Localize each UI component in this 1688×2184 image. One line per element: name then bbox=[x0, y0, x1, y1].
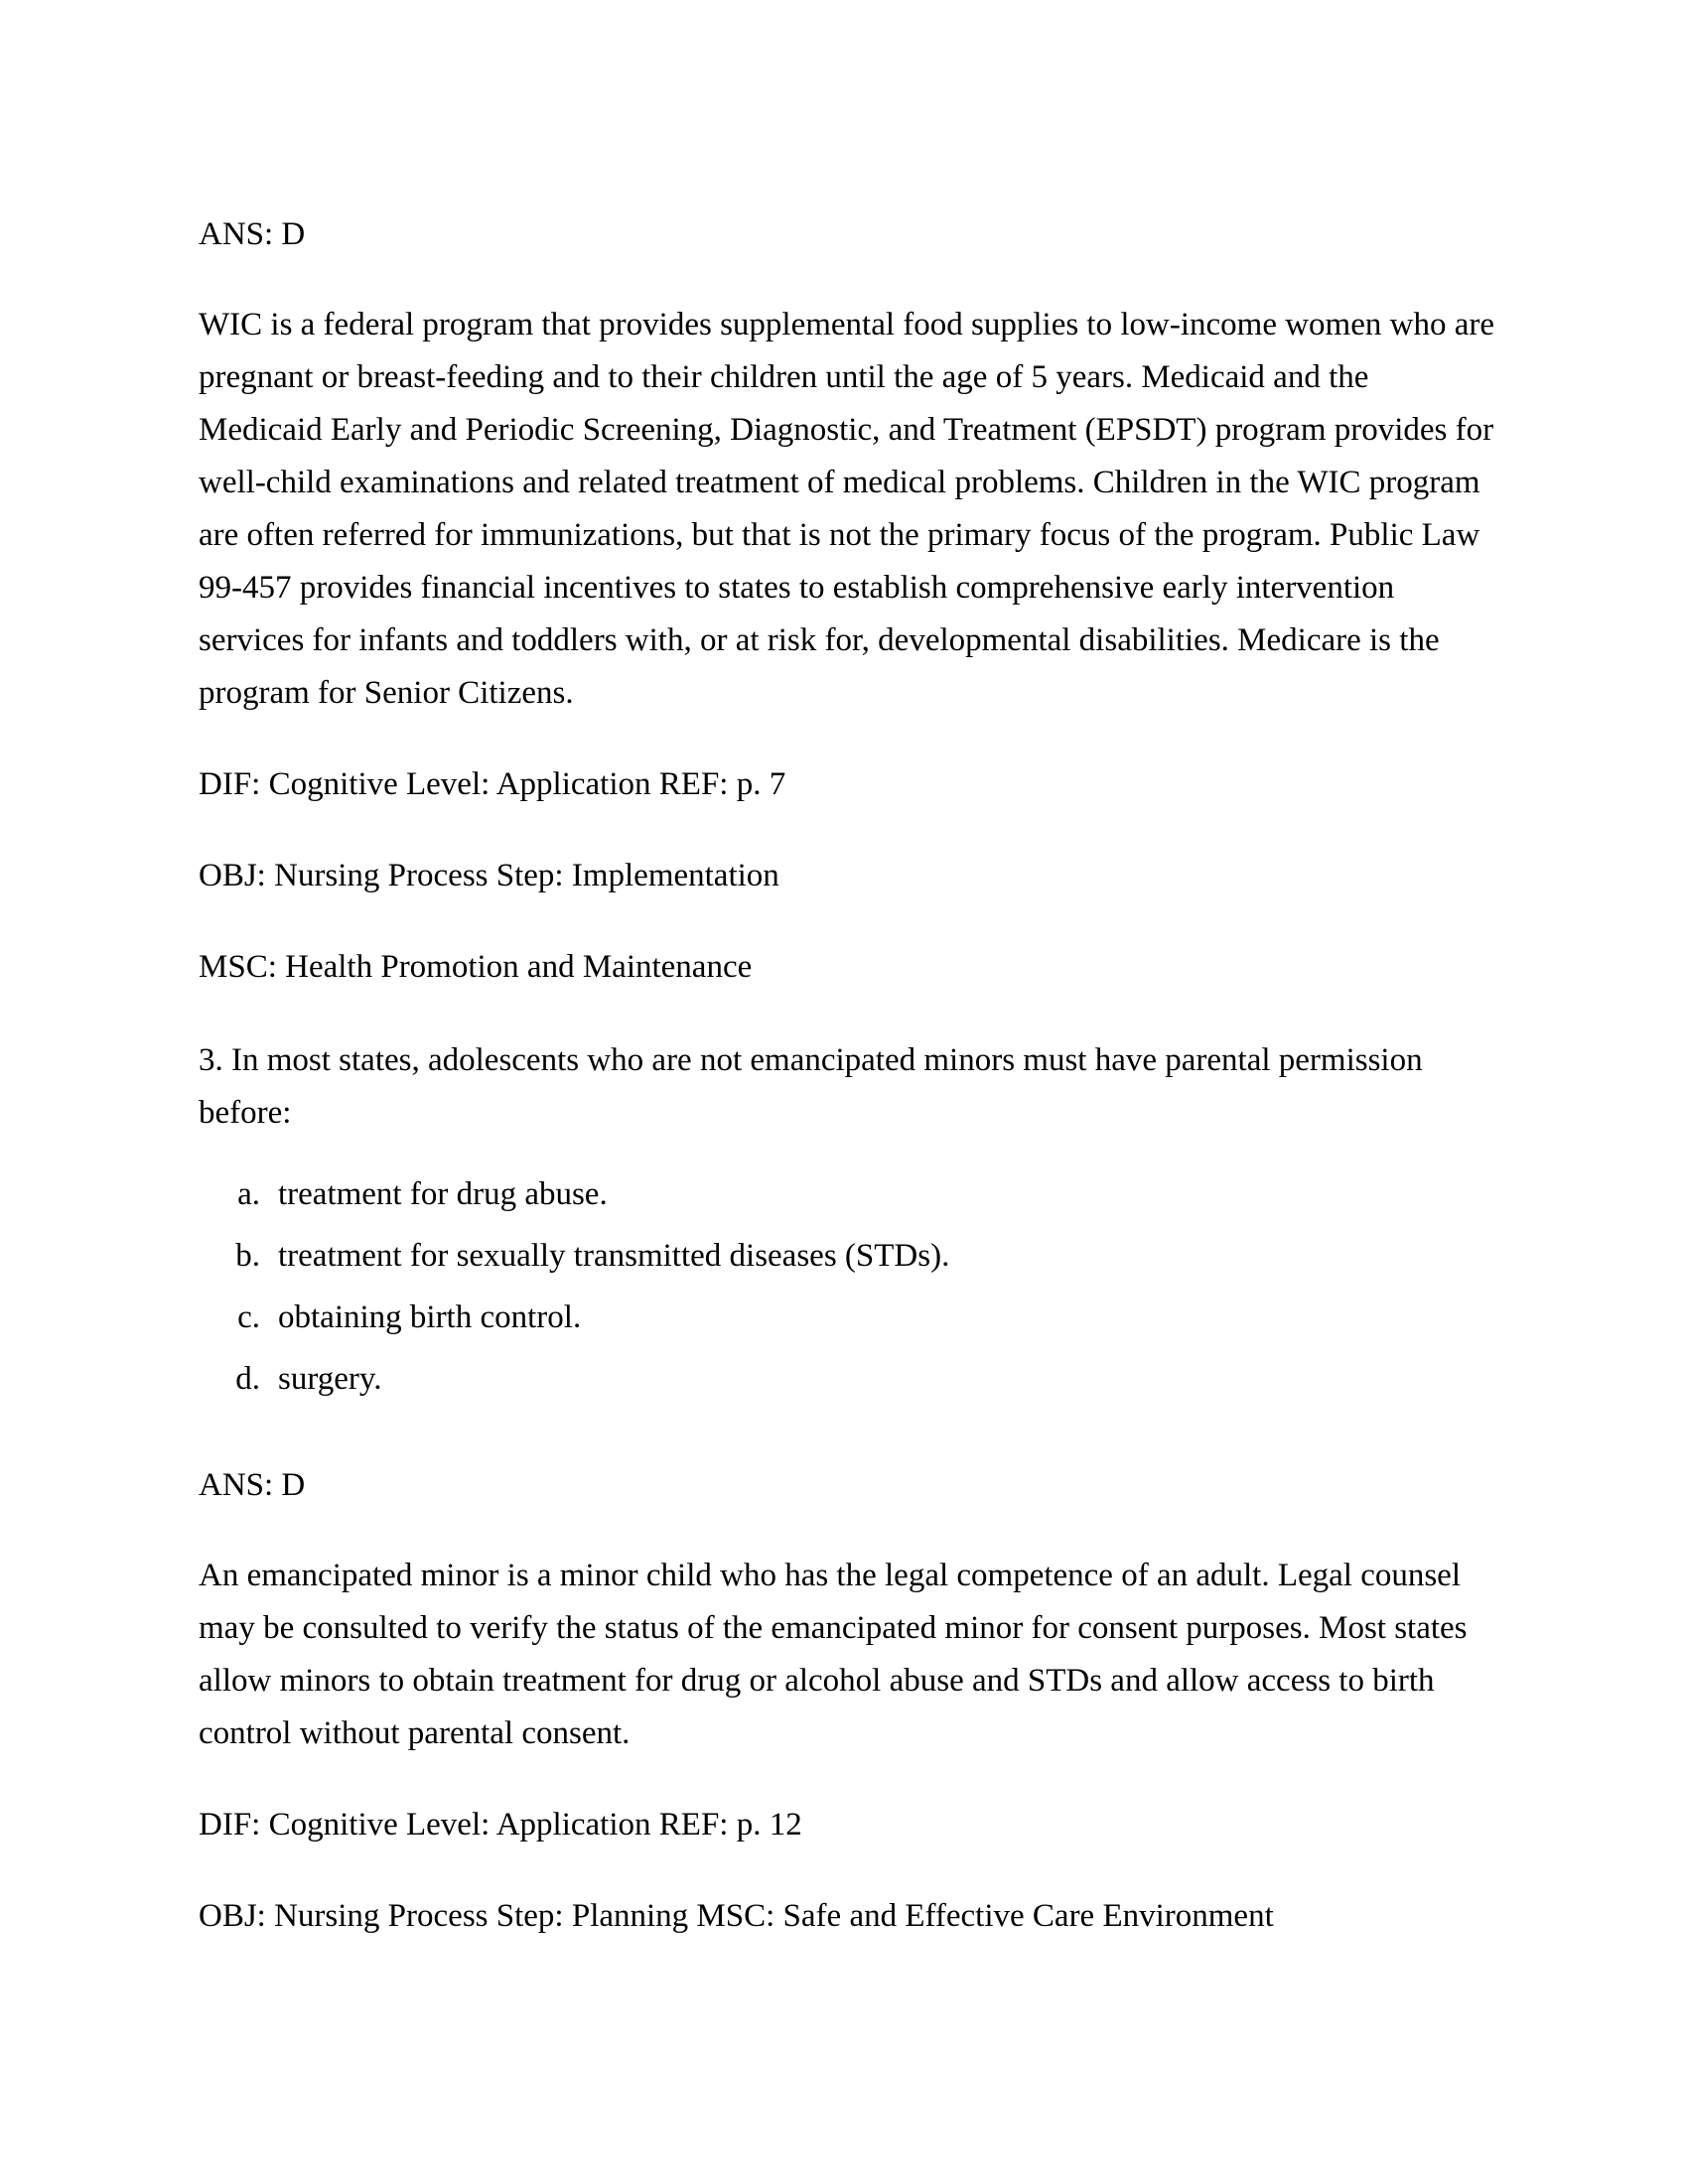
option-text: obtaining birth control. bbox=[278, 1298, 582, 1335]
rationale-paragraph: WIC is a federal program that provides supplemental food supplies to low-income women who are pregnant or breast-feeding and to their children until the age of 5 years. Medicaid and the Medicaid Early and Periodic Screening, Diagnostic, and Treatment (EPSDT) program provides for well-child examinations and related treatment of medical problems. Children in the WIC program are often referred for immunizations, but that is not the primary focus of the program. Public Law 99-457 provides financial incentives to states to establish comprehensive early intervention services for infants and toddlers with, or at risk for, developmental disabilities. Medicare is the program for Senior Citizens. bbox=[199, 307, 1494, 711]
objective-line: OBJ: Nursing Process Step: Implementation bbox=[199, 858, 779, 893]
rationale-paragraph-2: An emancipated minor is a minor child who has the legal competence of an adult. Legal counsel may be consulted to verify the status of the emancipated minor for consent purposes. Most states allow minors to obtain treatment for drug or alcohol abuse and STDs and allow access to birth control without parental consent. bbox=[199, 1558, 1468, 1751]
option-text: treatment for drug abuse. bbox=[278, 1175, 608, 1212]
option-text: surgery. bbox=[278, 1360, 382, 1397]
option-text: treatment for sexually transmitted diseases (STDs). bbox=[278, 1237, 950, 1274]
option-d bbox=[199, 1348, 1499, 1410]
answer-line: ANS: D bbox=[199, 216, 306, 252]
answer-options bbox=[199, 1163, 1499, 1410]
question-stem: 3. In most states, adolescents who are not emancipated minors must have parental permission before: bbox=[199, 1042, 1423, 1131]
objective-msc-line: OBJ: Nursing Process Step: Planning MSC: Safe and Effective Care Environment bbox=[199, 1898, 1274, 1934]
answer-line-2: ANS: D bbox=[199, 1467, 306, 1503]
option-c bbox=[199, 1287, 1499, 1348]
document-content bbox=[199, 208, 1499, 1943]
option-b bbox=[199, 1225, 1499, 1287]
msc-line: MSC: Health Promotion and Maintenance bbox=[199, 949, 753, 985]
option-letter: b. bbox=[235, 1237, 260, 1274]
option-a bbox=[199, 1163, 1499, 1225]
option-letter: c. bbox=[237, 1298, 260, 1335]
option-letter: d. bbox=[235, 1360, 260, 1397]
difficulty-line-2: DIF: Cognitive Level: Application REF: p. 12 bbox=[199, 1807, 802, 1843]
option-letter: a. bbox=[237, 1175, 260, 1212]
difficulty-line: DIF: Cognitive Level: Application REF: p. 7 bbox=[199, 766, 786, 802]
